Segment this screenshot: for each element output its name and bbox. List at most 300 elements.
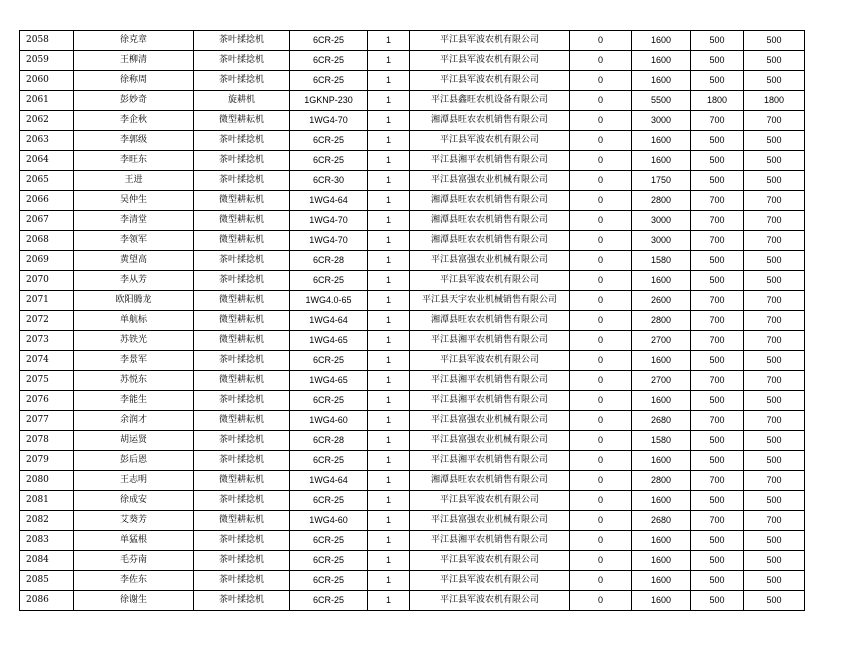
subsidy-cell-b: 500 [744, 51, 805, 71]
value-cell-a: 0 [570, 491, 632, 511]
table-row [20, 111, 805, 131]
model-cell: 6CR-25 [290, 51, 368, 71]
dealer-company-cell: 平江县军波农机有限公司 [410, 271, 570, 291]
subsidy-cell-a: 500 [691, 251, 744, 271]
machine-type-cell: 茶叶揉捻机 [194, 431, 290, 451]
machine-type-cell: 茶叶揉捻机 [194, 51, 290, 71]
value-cell-a: 0 [570, 131, 632, 151]
subsidy-cell-a: 500 [691, 171, 744, 191]
table-row [20, 591, 805, 611]
serial-number-cell: 2074 [20, 351, 74, 371]
sale-price-cell: 1600 [632, 491, 691, 511]
subsidy-cell-b: 500 [744, 171, 805, 191]
machine-type-cell: 茶叶揉捻机 [194, 451, 290, 471]
machine-type-cell: 微型耕耘机 [194, 111, 290, 131]
buyer-name-cell: 王柳清 [74, 51, 194, 71]
value-cell-a: 0 [570, 211, 632, 231]
table-row [20, 291, 805, 311]
table-row [20, 191, 805, 211]
table-row [20, 91, 805, 111]
buyer-name-cell: 徐称周 [74, 71, 194, 91]
dealer-company-cell: 平江县富强农业机械有限公司 [410, 411, 570, 431]
buyer-name-cell: 李能生 [74, 391, 194, 411]
value-cell-a: 0 [570, 311, 632, 331]
machine-type-cell: 微型耕耘机 [194, 471, 290, 491]
table-row [20, 131, 805, 151]
dealer-company-cell: 平江县军波农机有限公司 [410, 591, 570, 611]
subsidy-cell-a: 500 [691, 531, 744, 551]
machine-type-cell: 微型耕耘机 [194, 311, 290, 331]
buyer-name-cell: 余润才 [74, 411, 194, 431]
value-cell-a: 0 [570, 371, 632, 391]
model-cell: 1WG4-64 [290, 471, 368, 491]
sale-price-cell: 1600 [632, 591, 691, 611]
serial-number-cell: 2068 [20, 231, 74, 251]
buyer-name-cell: 胡运贤 [74, 431, 194, 451]
serial-number-cell: 2065 [20, 171, 74, 191]
dealer-company-cell: 平江县湘平农机销售有限公司 [410, 451, 570, 471]
model-cell: 6CR-25 [290, 551, 368, 571]
value-cell-a: 0 [570, 571, 632, 591]
dealer-company-cell: 平江县湘平农机销售有限公司 [410, 531, 570, 551]
dealer-company-cell: 湘潭县旺农农机销售有限公司 [410, 211, 570, 231]
dealer-company-cell: 平江县军波农机有限公司 [410, 71, 570, 91]
model-cell: 1WG4.0-65 [290, 291, 368, 311]
sale-price-cell: 1600 [632, 271, 691, 291]
model-cell: 6CR-25 [290, 591, 368, 611]
buyer-name-cell: 李佐东 [74, 571, 194, 591]
subsidy-cell-a: 700 [691, 411, 744, 431]
subsidy-cell-a: 500 [691, 591, 744, 611]
subsidy-cell-b: 500 [744, 431, 805, 451]
quantity-cell: 1 [368, 171, 410, 191]
subsidy-cell-b: 700 [744, 211, 805, 231]
table-row [20, 231, 805, 251]
serial-number-cell: 2077 [20, 411, 74, 431]
value-cell-a: 0 [570, 91, 632, 111]
subsidy-cell-a: 500 [691, 431, 744, 451]
table-row [20, 331, 805, 351]
machine-type-cell: 微型耕耘机 [194, 211, 290, 231]
quantity-cell: 1 [368, 551, 410, 571]
value-cell-a: 0 [570, 231, 632, 251]
table-body [20, 31, 805, 611]
subsidy-cell-a: 700 [691, 331, 744, 351]
quantity-cell: 1 [368, 531, 410, 551]
serial-number-cell: 2058 [20, 31, 74, 51]
table-row [20, 351, 805, 371]
machine-type-cell: 微型耕耘机 [194, 371, 290, 391]
subsidy-cell-a: 1800 [691, 91, 744, 111]
model-cell: 1WG4-65 [290, 371, 368, 391]
subsidy-cell-b: 500 [744, 71, 805, 91]
table-row [20, 371, 805, 391]
model-cell: 6CR-25 [290, 451, 368, 471]
model-cell: 1WG4-64 [290, 191, 368, 211]
sale-price-cell: 2800 [632, 471, 691, 491]
buyer-name-cell: 苏悦东 [74, 371, 194, 391]
table-row [20, 211, 805, 231]
subsidy-cell-a: 500 [691, 31, 744, 51]
machine-type-cell: 茶叶揉捻机 [194, 551, 290, 571]
subsidy-cell-b: 700 [744, 231, 805, 251]
buyer-name-cell: 王志明 [74, 471, 194, 491]
model-cell: 6CR-28 [290, 251, 368, 271]
subsidy-cell-b: 700 [744, 111, 805, 131]
buyer-name-cell: 吴仲生 [74, 191, 194, 211]
table-row [20, 571, 805, 591]
subsidy-cell-b: 500 [744, 451, 805, 471]
model-cell: 6CR-25 [290, 271, 368, 291]
subsidy-cell-b: 700 [744, 471, 805, 491]
quantity-cell: 1 [368, 371, 410, 391]
sale-price-cell: 1600 [632, 71, 691, 91]
model-cell: 6CR-25 [290, 31, 368, 51]
model-cell: 1WG4-70 [290, 111, 368, 131]
machine-type-cell: 茶叶揉捻机 [194, 591, 290, 611]
buyer-name-cell: 李清堂 [74, 211, 194, 231]
sale-price-cell: 2700 [632, 331, 691, 351]
dealer-company-cell: 平江县湘平农机销售有限公司 [410, 151, 570, 171]
table-row [20, 151, 805, 171]
subsidy-table [19, 30, 805, 611]
subsidy-cell-a: 500 [691, 551, 744, 571]
subsidy-cell-b: 500 [744, 131, 805, 151]
subsidy-cell-a: 500 [691, 451, 744, 471]
value-cell-a: 0 [570, 291, 632, 311]
quantity-cell: 1 [368, 491, 410, 511]
sale-price-cell: 2800 [632, 191, 691, 211]
machine-type-cell: 茶叶揉捻机 [194, 131, 290, 151]
dealer-company-cell: 湘潭县旺农农机销售有限公司 [410, 191, 570, 211]
quantity-cell: 1 [368, 131, 410, 151]
machine-type-cell: 微型耕耘机 [194, 331, 290, 351]
serial-number-cell: 2061 [20, 91, 74, 111]
serial-number-cell: 2079 [20, 451, 74, 471]
buyer-name-cell: 彭妙奇 [74, 91, 194, 111]
table-row [20, 71, 805, 91]
value-cell-a: 0 [570, 51, 632, 71]
value-cell-a: 0 [570, 451, 632, 471]
value-cell-a: 0 [570, 31, 632, 51]
quantity-cell: 1 [368, 231, 410, 251]
sale-price-cell: 1600 [632, 51, 691, 71]
subsidy-cell-b: 700 [744, 411, 805, 431]
subsidy-cell-a: 700 [691, 311, 744, 331]
serial-number-cell: 2066 [20, 191, 74, 211]
serial-number-cell: 2086 [20, 591, 74, 611]
subsidy-cell-a: 700 [691, 211, 744, 231]
sale-price-cell: 2700 [632, 371, 691, 391]
serial-number-cell: 2072 [20, 311, 74, 331]
machine-type-cell: 茶叶揉捻机 [194, 491, 290, 511]
sale-price-cell: 2680 [632, 511, 691, 531]
serial-number-cell: 2081 [20, 491, 74, 511]
buyer-name-cell: 王进 [74, 171, 194, 191]
serial-number-cell: 2071 [20, 291, 74, 311]
subsidy-cell-b: 700 [744, 371, 805, 391]
serial-number-cell: 2083 [20, 531, 74, 551]
sale-price-cell: 1600 [632, 531, 691, 551]
subsidy-cell-b: 500 [744, 591, 805, 611]
subsidy-cell-b: 500 [744, 491, 805, 511]
table-row [20, 531, 805, 551]
subsidy-cell-a: 500 [691, 271, 744, 291]
sale-price-cell: 2600 [632, 291, 691, 311]
quantity-cell: 1 [368, 351, 410, 371]
dealer-company-cell: 平江县军波农机有限公司 [410, 571, 570, 591]
buyer-name-cell: 李领军 [74, 231, 194, 251]
serial-number-cell: 2076 [20, 391, 74, 411]
dealer-company-cell: 平江县富强农业机械有限公司 [410, 171, 570, 191]
dealer-company-cell: 平江县军波农机有限公司 [410, 351, 570, 371]
sale-price-cell: 1600 [632, 151, 691, 171]
table-row [20, 31, 805, 51]
dealer-company-cell: 平江县军波农机有限公司 [410, 131, 570, 151]
quantity-cell: 1 [368, 571, 410, 591]
subsidy-cell-a: 500 [691, 491, 744, 511]
model-cell: 6CR-25 [290, 531, 368, 551]
subsidy-cell-a: 500 [691, 51, 744, 71]
model-cell: 6CR-30 [290, 171, 368, 191]
value-cell-a: 0 [570, 511, 632, 531]
dealer-company-cell: 平江县鑫旺农机设备有限公司 [410, 91, 570, 111]
subsidy-cell-a: 700 [691, 511, 744, 531]
sale-price-cell: 1580 [632, 251, 691, 271]
quantity-cell: 1 [368, 51, 410, 71]
subsidy-cell-a: 700 [691, 231, 744, 251]
machine-type-cell: 微型耕耘机 [194, 231, 290, 251]
quantity-cell: 1 [368, 331, 410, 351]
table-row [20, 471, 805, 491]
buyer-name-cell: 徐谢生 [74, 591, 194, 611]
serial-number-cell: 2063 [20, 131, 74, 151]
model-cell: 6CR-25 [290, 131, 368, 151]
machine-type-cell: 茶叶揉捻机 [194, 391, 290, 411]
table-row [20, 431, 805, 451]
quantity-cell: 1 [368, 191, 410, 211]
subsidy-cell-b: 1800 [744, 91, 805, 111]
value-cell-a: 0 [570, 331, 632, 351]
dealer-company-cell: 平江县湘平农机销售有限公司 [410, 371, 570, 391]
subsidy-cell-a: 700 [691, 111, 744, 131]
subsidy-cell-b: 700 [744, 511, 805, 531]
quantity-cell: 1 [368, 511, 410, 531]
value-cell-a: 0 [570, 151, 632, 171]
quantity-cell: 1 [368, 31, 410, 51]
model-cell: 6CR-25 [290, 151, 368, 171]
table-row [20, 251, 805, 271]
value-cell-a: 0 [570, 351, 632, 371]
quantity-cell: 1 [368, 251, 410, 271]
serial-number-cell: 2082 [20, 511, 74, 531]
sale-price-cell: 1600 [632, 451, 691, 471]
serial-number-cell: 2078 [20, 431, 74, 451]
model-cell: 1WG4-60 [290, 511, 368, 531]
quantity-cell: 1 [368, 211, 410, 231]
machine-type-cell: 茶叶揉捻机 [194, 251, 290, 271]
machine-type-cell: 茶叶揉捻机 [194, 71, 290, 91]
subsidy-cell-a: 500 [691, 351, 744, 371]
dealer-company-cell: 平江县湘平农机销售有限公司 [410, 331, 570, 351]
dealer-company-cell: 平江县军波农机有限公司 [410, 551, 570, 571]
dealer-company-cell: 湘潭县旺农农机销售有限公司 [410, 311, 570, 331]
dealer-company-cell: 湘潭县旺农农机销售有限公司 [410, 231, 570, 251]
dealer-company-cell: 湘潭县旺农农机销售有限公司 [410, 111, 570, 131]
subsidy-cell-b: 500 [744, 251, 805, 271]
subsidy-cell-b: 500 [744, 551, 805, 571]
subsidy-cell-a: 500 [691, 391, 744, 411]
buyer-name-cell: 李从芳 [74, 271, 194, 291]
serial-number-cell: 2064 [20, 151, 74, 171]
sale-price-cell: 1600 [632, 31, 691, 51]
dealer-company-cell: 平江县富强农业机械有限公司 [410, 251, 570, 271]
sale-price-cell: 1600 [632, 391, 691, 411]
quantity-cell: 1 [368, 431, 410, 451]
buyer-name-cell: 徐克章 [74, 31, 194, 51]
dealer-company-cell: 平江县湘平农机销售有限公司 [410, 391, 570, 411]
machine-type-cell: 茶叶揉捻机 [194, 171, 290, 191]
quantity-cell: 1 [368, 71, 410, 91]
table-row [20, 271, 805, 291]
sale-price-cell: 1600 [632, 551, 691, 571]
value-cell-a: 0 [570, 471, 632, 491]
machine-type-cell: 茶叶揉捻机 [194, 571, 290, 591]
dealer-company-cell: 平江县军波农机有限公司 [410, 51, 570, 71]
table-row [20, 311, 805, 331]
quantity-cell: 1 [368, 471, 410, 491]
quantity-cell: 1 [368, 271, 410, 291]
model-cell: 1WG4-64 [290, 311, 368, 331]
value-cell-a: 0 [570, 191, 632, 211]
dealer-company-cell: 平江县富强农业机械有限公司 [410, 511, 570, 531]
value-cell-a: 0 [570, 531, 632, 551]
buyer-name-cell: 徐成安 [74, 491, 194, 511]
buyer-name-cell: 单猛根 [74, 531, 194, 551]
dealer-company-cell: 平江县富强农业机械有限公司 [410, 431, 570, 451]
subsidy-cell-a: 500 [691, 151, 744, 171]
machine-type-cell: 茶叶揉捻机 [194, 351, 290, 371]
model-cell: 6CR-28 [290, 431, 368, 451]
subsidy-cell-b: 700 [744, 311, 805, 331]
subsidy-cell-a: 700 [691, 371, 744, 391]
subsidy-cell-a: 500 [691, 571, 744, 591]
serial-number-cell: 2067 [20, 211, 74, 231]
subsidy-cell-a: 700 [691, 191, 744, 211]
table-row [20, 511, 805, 531]
buyer-name-cell: 黄望高 [74, 251, 194, 271]
model-cell: 6CR-25 [290, 351, 368, 371]
model-cell: 6CR-25 [290, 491, 368, 511]
buyer-name-cell: 毛芬南 [74, 551, 194, 571]
value-cell-a: 0 [570, 271, 632, 291]
serial-number-cell: 2062 [20, 111, 74, 131]
sale-price-cell: 5500 [632, 91, 691, 111]
subsidy-cell-b: 500 [744, 271, 805, 291]
machine-type-cell: 微型耕耘机 [194, 191, 290, 211]
sale-price-cell: 3000 [632, 111, 691, 131]
dealer-company-cell: 平江县天宇农业机械销售有限公司 [410, 291, 570, 311]
machine-type-cell: 微型耕耘机 [194, 411, 290, 431]
model-cell: 6CR-25 [290, 571, 368, 591]
value-cell-a: 0 [570, 391, 632, 411]
buyer-name-cell: 彭后恩 [74, 451, 194, 471]
machine-type-cell: 微型耕耘机 [194, 511, 290, 531]
serial-number-cell: 2085 [20, 571, 74, 591]
quantity-cell: 1 [368, 391, 410, 411]
sale-price-cell: 1580 [632, 431, 691, 451]
buyer-name-cell: 李郭级 [74, 131, 194, 151]
value-cell-a: 0 [570, 251, 632, 271]
value-cell-a: 0 [570, 71, 632, 91]
value-cell-a: 0 [570, 171, 632, 191]
quantity-cell: 1 [368, 591, 410, 611]
buyer-name-cell: 欧阳腾龙 [74, 291, 194, 311]
sale-price-cell: 1750 [632, 171, 691, 191]
buyer-name-cell: 苏铁光 [74, 331, 194, 351]
table-row [20, 491, 805, 511]
sale-price-cell: 2680 [632, 411, 691, 431]
buyer-name-cell: 李企秋 [74, 111, 194, 131]
dealer-company-cell: 平江县军波农机有限公司 [410, 491, 570, 511]
quantity-cell: 1 [368, 151, 410, 171]
serial-number-cell: 2060 [20, 71, 74, 91]
subsidy-cell-b: 500 [744, 351, 805, 371]
subsidy-cell-b: 700 [744, 331, 805, 351]
sale-price-cell: 1600 [632, 571, 691, 591]
quantity-cell: 1 [368, 111, 410, 131]
sale-price-cell: 1600 [632, 131, 691, 151]
buyer-name-cell: 单航标 [74, 311, 194, 331]
model-cell: 6CR-25 [290, 391, 368, 411]
buyer-name-cell: 李景军 [74, 351, 194, 371]
quantity-cell: 1 [368, 411, 410, 431]
subsidy-cell-b: 500 [744, 571, 805, 591]
table-row [20, 451, 805, 471]
sale-price-cell: 3000 [632, 211, 691, 231]
value-cell-a: 0 [570, 111, 632, 131]
value-cell-a: 0 [570, 431, 632, 451]
model-cell: 1WG4-70 [290, 211, 368, 231]
buyer-name-cell: 李旺东 [74, 151, 194, 171]
table-row [20, 411, 805, 431]
serial-number-cell: 2080 [20, 471, 74, 491]
serial-number-cell: 2073 [20, 331, 74, 351]
quantity-cell: 1 [368, 291, 410, 311]
subsidy-cell-b: 500 [744, 531, 805, 551]
subsidy-cell-a: 700 [691, 471, 744, 491]
sale-price-cell: 3000 [632, 231, 691, 251]
quantity-cell: 1 [368, 91, 410, 111]
buyer-name-cell: 艾葵芳 [74, 511, 194, 531]
subsidy-cell-a: 500 [691, 71, 744, 91]
quantity-cell: 1 [368, 311, 410, 331]
dealer-company-cell: 平江县军波农机有限公司 [410, 31, 570, 51]
machine-type-cell: 旋耕机 [194, 91, 290, 111]
table-row [20, 51, 805, 71]
table-row [20, 551, 805, 571]
subsidy-cell-a: 700 [691, 291, 744, 311]
subsidy-cell-b: 700 [744, 191, 805, 211]
model-cell: 1WG4-60 [290, 411, 368, 431]
serial-number-cell: 2069 [20, 251, 74, 271]
serial-number-cell: 2075 [20, 371, 74, 391]
model-cell: 1WG4-70 [290, 231, 368, 251]
subsidy-cell-b: 700 [744, 291, 805, 311]
value-cell-a: 0 [570, 411, 632, 431]
table-row [20, 391, 805, 411]
subsidy-table-sheet [19, 30, 805, 611]
